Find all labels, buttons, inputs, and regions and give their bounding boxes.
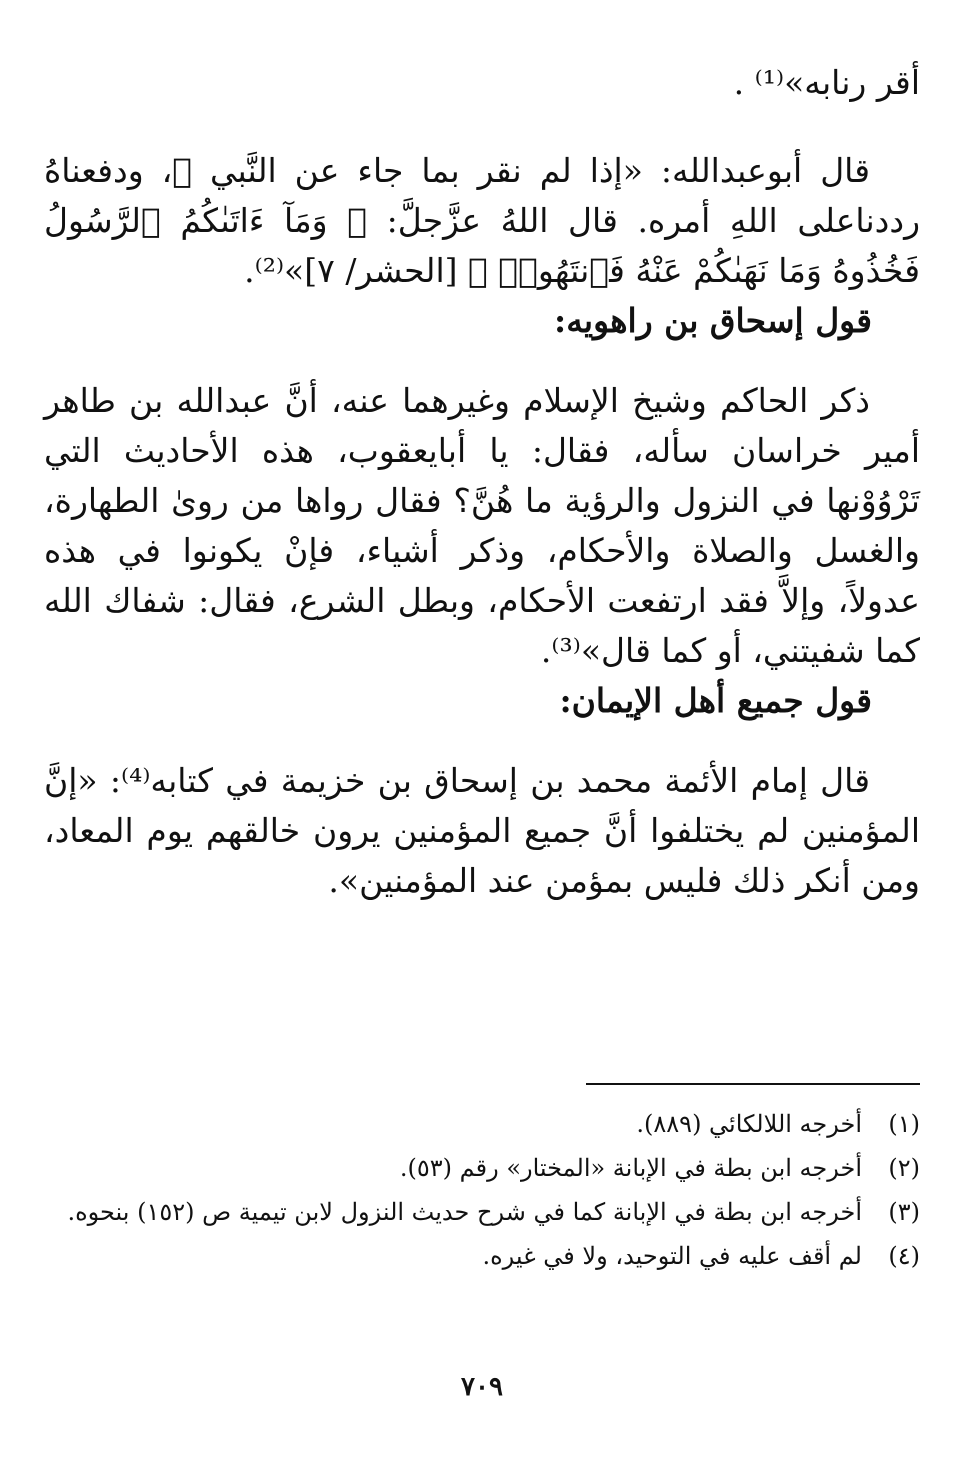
page-number: ٧٠٩ [461, 1372, 503, 1402]
paragraph-continuation: أقر رنابه»⁽¹⁾ . [733, 63, 920, 102]
section-heading-ishaq: قول إسحاق بن راهويه: [554, 301, 872, 340]
footnote-item [44, 1193, 920, 1231]
footnote-number: (٣) [888, 1198, 920, 1226]
section-heading-believers: قول جميع أهل الإيمان: [559, 681, 872, 720]
footnote-number: (٢) [888, 1154, 920, 1182]
paragraph-ibn-khuzaymah: قال إمام الأئمة محمد بن إسحاق بن خزيمة في كتابه⁽⁴⁾: «إنَّ المؤمنين لم يختلفوا أنَّ جميع المؤمنين يرون خالقهم يوم المعاد، ومن أنكر ذلك فليس بمؤمن عند المؤمنين». [44, 761, 920, 900]
footnote-number: (١) [888, 1110, 920, 1138]
page-body [44, 58, 920, 906]
footnote-text: أخرجه ابن بطة في الإبانة «المختار» رقم (٥٣). [399, 1154, 862, 1182]
footnote-text: أخرجه ابن بطة في الإبانة كما في شرح حديث النزول لابن تيمية ص (١٥٢) بنحوه. [67, 1198, 862, 1226]
footnote-text: أخرجه اللالكائي (٨٨٩). [636, 1110, 862, 1138]
paragraph-abu-abdullah: قال أبوعبدالله: «إذا لم نقر بما جاء عن النَّبي ﷺ، ودفعناهُ رددناعلى اللهِ أمره. قال اللهُ عزَّجلَّ: ﴿ وَمَآ ءَاتَىٰكُمُ ٱلرَّسُولُ فَخُذُوهُ وَمَا نَهَىٰكُمْ عَنْهُ فَٱنتَهُوا۟ ﴾ [الحشر/ ٧]»⁽²⁾. [44, 151, 920, 290]
footnote-item [44, 1149, 920, 1187]
paragraph-ishaq: ذكر الحاكم وشيخ الإسلام وغيرهما عنه، أنَّ عبدالله بن طاهر أمير خراسان سأله، فقال: يا أبايعقوب، هذه الأحاديث التي تَرْوُوْنها في النزول والرؤية ما هُنَّ؟ فقال رواها من روىٰ الطهارة، والغسل والصلاة والأحكام، وذكر أشياء، فإنْ يكونوا في هذه عدولاً، وإلاَّ فقد ارتفعت الأحكام، وبطل الشرع، فقال: شفاك الله كما شفيتني، أو كما قال»⁽³⁾. [44, 381, 920, 670]
footnotes [44, 1105, 920, 1281]
footnote-text: لم أقف عليه في التوحيد، ولا في غيره. [482, 1242, 862, 1270]
footnote-item [44, 1105, 920, 1143]
footnote-number: (٤) [888, 1242, 920, 1270]
footnote-divider [586, 1083, 920, 1085]
footnote-item [44, 1237, 920, 1275]
